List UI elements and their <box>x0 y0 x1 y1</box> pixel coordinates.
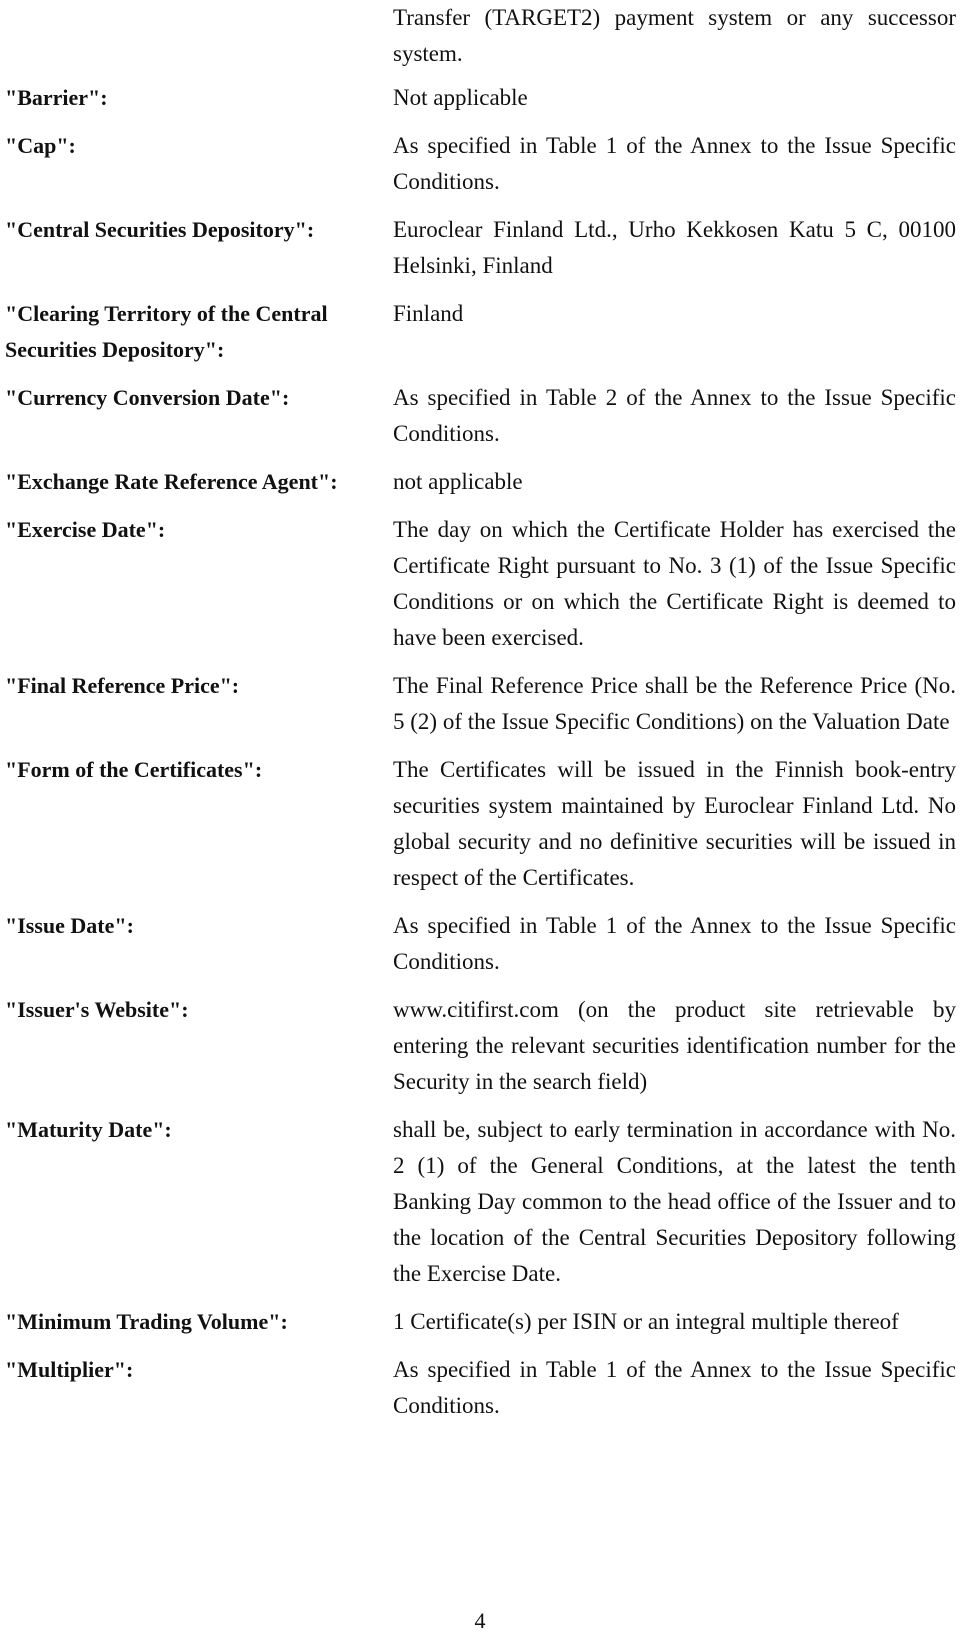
definition-value: 1 Certificate(s) per ISIN or an integral multiple thereof <box>393 1309 899 1334</box>
definition-value: As specified in Table 1 of the Annex to the Issue Specific Conditions. <box>393 1357 956 1418</box>
definition-term: "Exercise Date": <box>5 517 166 542</box>
continued-definition-text: Transfer (TARGET2) payment system or any successor system. <box>393 5 956 66</box>
definition-term: "Multiplier": <box>5 1357 134 1382</box>
definition-row-clearing-territory <box>5 296 956 368</box>
definition-term: "Issuer's Website": <box>5 997 189 1022</box>
definition-row-central-securities-depository <box>5 212 956 284</box>
definition-value: As specified in Table 1 of the Annex to the Issue Specific Conditions. <box>393 913 956 974</box>
definition-term: "Issue Date": <box>5 913 134 938</box>
definition-row-maturity-date <box>5 1112 956 1292</box>
definition-value: Euroclear Finland Ltd., Urho Kekkosen Katu 5 C, 00100 Helsinki, Finland <box>393 217 956 278</box>
definition-row-exercise-date <box>5 512 956 656</box>
definition-value: shall be, subject to early termination in accordance with No. 2 (1) of the General Conditions, at the latest the tenth Banking Day common to the head office of the Issuer and to the location of the Central Securities Depository following the Exercise Date. <box>393 1117 956 1286</box>
definition-value: The Final Reference Price shall be the Reference Price (No. 5 (2) of the Issue Specific Conditions) on the Valuation Date <box>393 673 956 734</box>
definition-row-exchange-rate-reference-agent <box>5 464 956 500</box>
definition-row-issue-date <box>5 908 956 980</box>
definition-row-form-of-certificates <box>5 752 956 896</box>
definition-value: Finland <box>393 301 464 326</box>
definition-value: not applicable <box>393 469 523 494</box>
definition-value: www.citifirst.com (on the product site retrievable by entering the relevant securities identification number for the Security in the search field) <box>393 997 956 1094</box>
definition-term: "Form of the Certificates": <box>5 757 263 782</box>
definition-term: "Cap": <box>5 133 76 158</box>
definition-term: "Central Securities Depository": <box>5 217 315 242</box>
definition-value: The day on which the Certificate Holder has exercised the Certificate Right pursuant to No. 3 (1) of the Issue Specific Conditions or on which the Certificate Right is deemed to have been exercised. <box>393 517 956 650</box>
definition-value: The Certificates will be issued in the Finnish book-entry securities system maintained by Euroclear Finland Ltd. No global security and no definitive securities will be issued in respect of the Certificates. <box>393 757 956 890</box>
definition-value: As specified in Table 1 of the Annex to the Issue Specific Conditions. <box>393 133 956 194</box>
definition-term: "Currency Conversion Date": <box>5 385 290 410</box>
definition-term: "Barrier": <box>5 85 108 110</box>
definition-term: "Final Reference Price": <box>5 673 240 698</box>
definition-row-cap <box>5 128 956 200</box>
page-number: 4 <box>474 1608 486 1633</box>
definition-row-minimum-trading-volume <box>5 1304 956 1340</box>
definition-term: "Minimum Trading Volume": <box>5 1309 288 1334</box>
definition-term: "Clearing Territory of the Central Securities Depository": <box>5 301 328 362</box>
definition-row-currency-conversion-date <box>5 380 956 452</box>
definition-row-barrier <box>5 80 956 116</box>
definition-term: "Exchange Rate Reference Agent": <box>5 469 338 494</box>
definition-term: "Maturity Date": <box>5 1117 172 1142</box>
definition-row-final-reference-price <box>5 668 956 740</box>
definitions-list <box>5 80 956 1436</box>
definition-row-issuers-website <box>5 992 956 1100</box>
definition-value: Not applicable <box>393 85 528 110</box>
definition-row-multiplier <box>5 1352 956 1424</box>
definition-value: As specified in Table 2 of the Annex to the Issue Specific Conditions. <box>393 385 956 446</box>
